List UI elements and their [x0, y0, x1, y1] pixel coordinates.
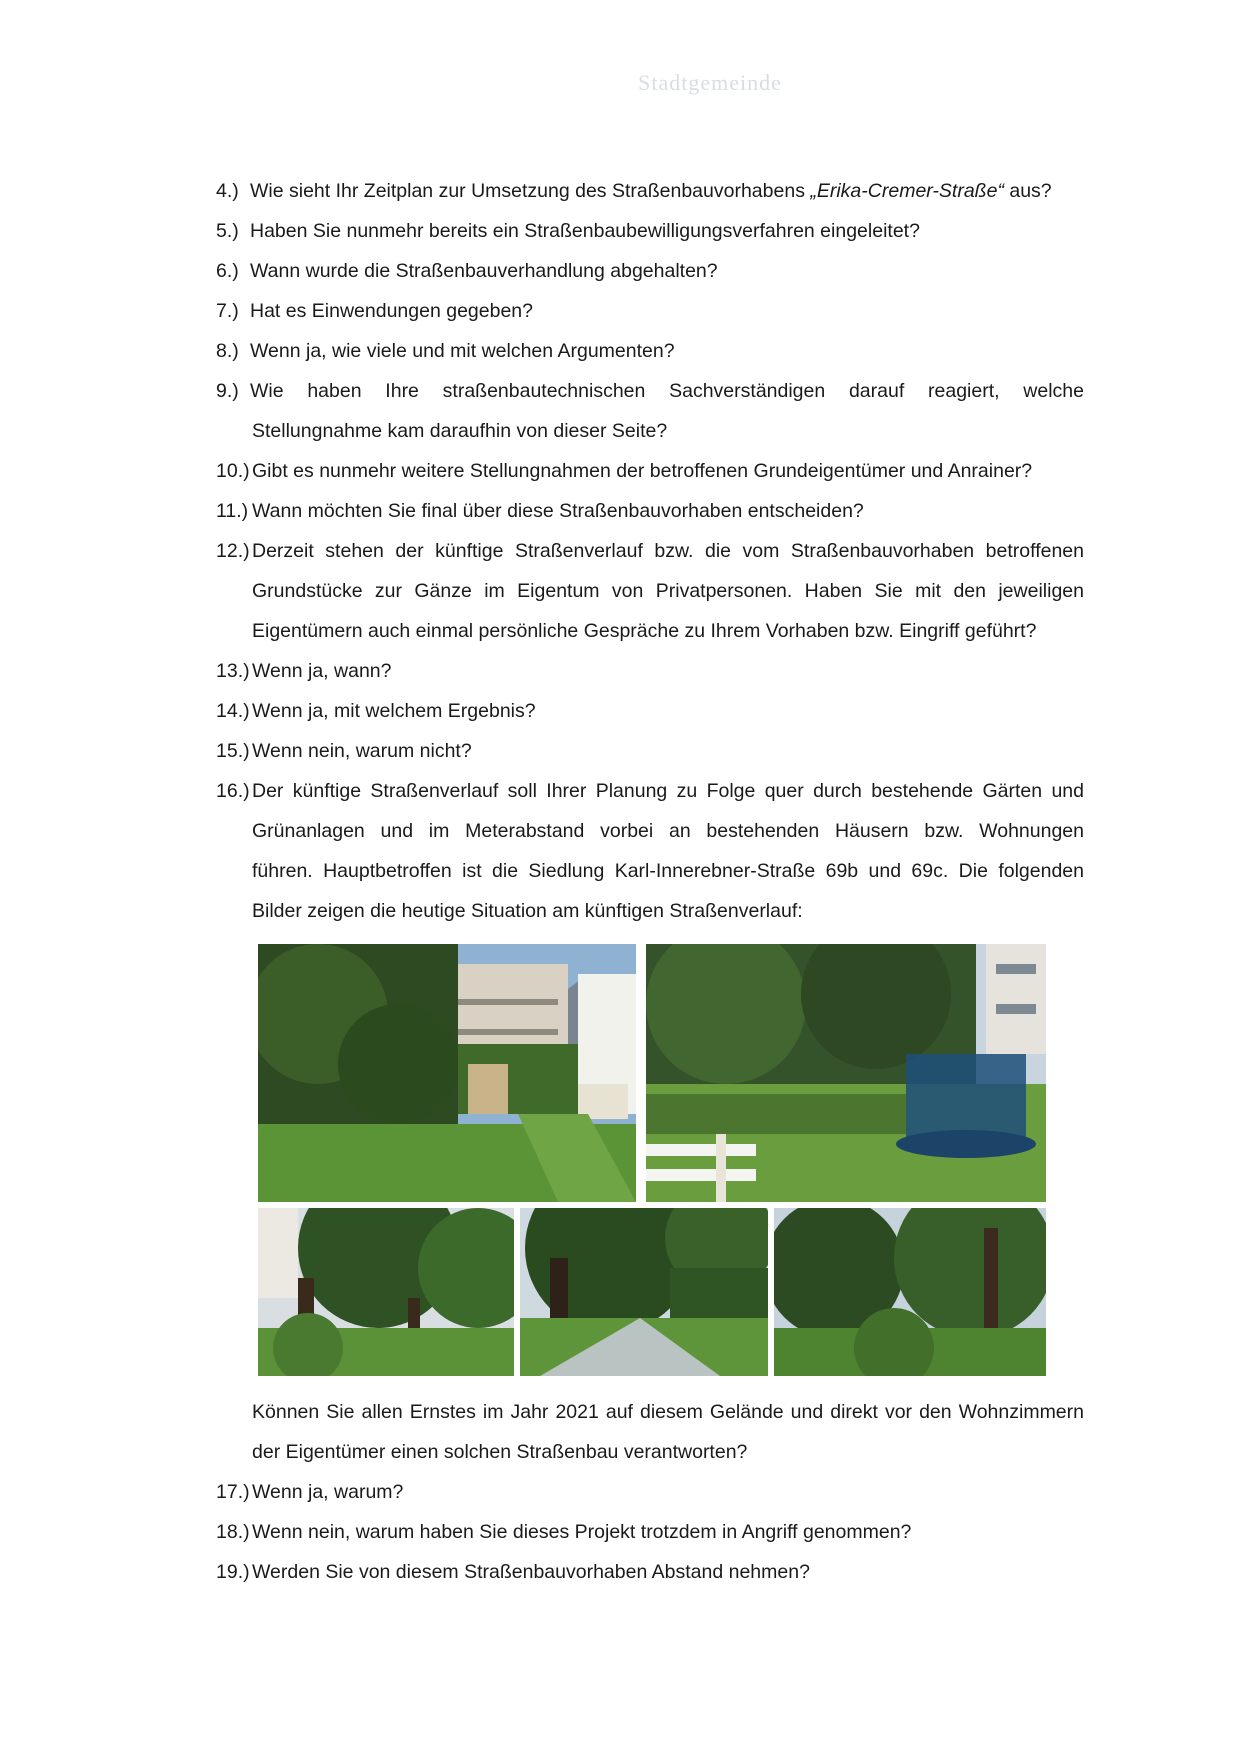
question-16-line-3: führen. Hauptbetroffen ist die Siedlung Karl-Innerebner-Straße 69b und 69c. Die folgenden: [252, 860, 1084, 882]
question-text: Wenn ja, wie viele und mit welchen Argumenten?: [250, 340, 675, 362]
question-16-followup-line-2: der Eigentümer einen solchen Straßenbau verantworten?: [252, 1441, 748, 1463]
question-12-line-2: Grundstücke zur Gänze im Eigentum von Privatpersonen. Haben Sie mit den jeweiligen: [252, 580, 1084, 602]
question-text: Wenn nein, warum haben Sie dieses Projekt trotzdem in Angriff genommen?: [252, 1521, 912, 1543]
question-number: 11.): [216, 500, 249, 522]
question-text: Wenn ja, mit welchem Ergebnis?: [252, 700, 536, 722]
question-16-followup-line-1: Können Sie allen Ernstes im Jahr 2021 auf diesem Gelände und direkt vor den Wohnzimmern: [252, 1401, 1084, 1423]
question-text: Hat es Einwendungen gegeben?: [250, 300, 533, 322]
faded-stamp: Stadtgemeinde: [638, 70, 782, 95]
question-number: 13.): [216, 660, 250, 682]
question-text: Wann möchten Sie final über diese Straßenbauvorhaben entscheiden?: [252, 500, 864, 522]
question-number: 19.): [216, 1561, 250, 1583]
question-12-line-1: Derzeit stehen der künftige Straßenverlauf bzw. die vom Straßenbauvorhaben betroffenen: [252, 540, 1084, 562]
photo-garden-trees-1: [258, 1208, 514, 1376]
question-9-line-2: Stellungnahme kam daraufhin von dieser Seite?: [252, 420, 668, 442]
question-12-line-3: Eigentümern auch einmal persönliche Gespräche zu Ihrem Vorhaben bzw. Eingriff geführt?: [252, 620, 1037, 642]
question-number: 7.): [216, 300, 239, 322]
photo-garden-trampoline: [646, 944, 1046, 1202]
question-number: 18.): [216, 1521, 250, 1543]
photo-garden-trees-3: [774, 1208, 1046, 1376]
question-number: 14.): [216, 700, 250, 722]
question-number: 8.): [216, 340, 239, 362]
question-number: 4.): [216, 180, 239, 202]
question-9-line-1: Wie haben Ihre straßenbautechnischen Sachverständigen darauf reagiert, welche: [250, 380, 1084, 402]
question-number: 15.): [216, 740, 250, 762]
question-number: 16.): [216, 780, 250, 802]
photo-garden-houses-mountains: [258, 944, 636, 1202]
question-number: 9.): [216, 380, 239, 402]
question-text: Werden Sie von diesem Straßenbauvorhaben Abstand nehmen?: [252, 1561, 810, 1583]
question-number: 10.): [216, 460, 250, 482]
question-number: 6.): [216, 260, 239, 282]
question-16-line-4: Bilder zeigen die heutige Situation am künftigen Straßenverlauf:: [252, 900, 803, 922]
question-number: 5.): [216, 220, 239, 242]
question-text: Wie sieht Ihr Zeitplan zur Umsetzung des Straßenbauvorhabens „Erika-Cremer-Straße“ aus?: [250, 180, 1052, 202]
question-16-line-2: Grünanlagen und im Meterabstand vorbei an bestehenden Häusern bzw. Wohnungen: [252, 820, 1084, 842]
question-text: Wenn ja, wann?: [252, 660, 392, 682]
question-number: 17.): [216, 1481, 250, 1503]
question-number: 12.): [216, 540, 250, 562]
question-16-line-1: Der künftige Straßenverlauf soll Ihrer Planung zu Folge quer durch bestehende Gärten und: [252, 780, 1084, 802]
photo-garden-trees-2: [520, 1208, 768, 1376]
question-text: Wenn nein, warum nicht?: [252, 740, 472, 762]
question-text: Wann wurde die Straßenbauverhandlung abgehalten?: [250, 260, 718, 282]
question-text: Wenn ja, warum?: [252, 1481, 404, 1503]
question-text: Gibt es nunmehr weitere Stellungnahmen der betroffenen Grundeigentümer und Anrainer?: [252, 460, 1033, 482]
question-text: Haben Sie nunmehr bereits ein Straßenbaubewilligungsverfahren eingeleitet?: [250, 220, 920, 242]
